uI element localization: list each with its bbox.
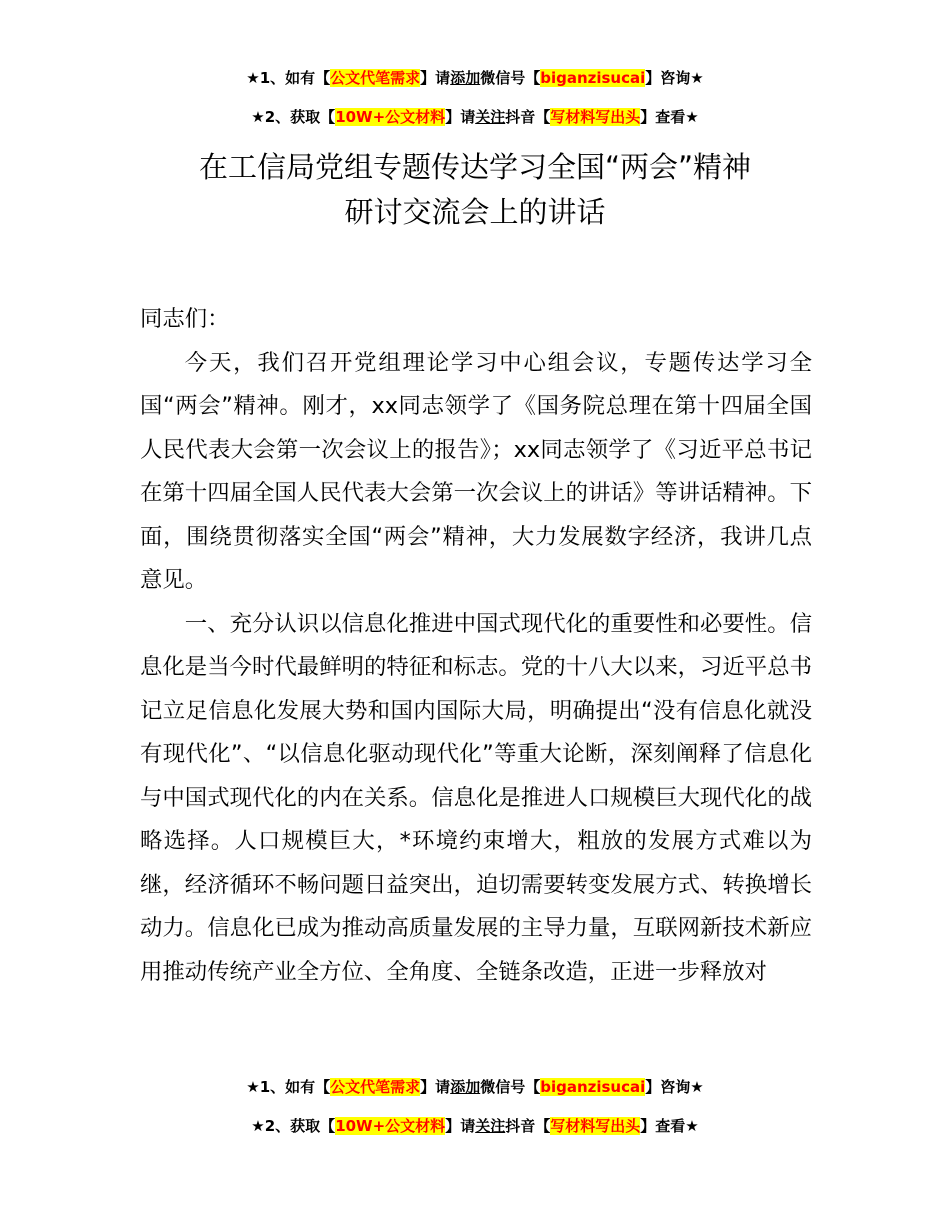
promo-underline: 添加: [450, 1078, 481, 1096]
promo-text: 抖音【: [505, 108, 551, 126]
promo-highlight: 公文代笔需求: [330, 69, 421, 87]
paragraph-intro: 今天，我们召开党组理论学习中心组会议，专题传达学习全国“两会”精神。刚才，xx同志领学了《国务院总理在第十四届全国人民代表大会第一次会议上的报告》；xx同志领学了《习近平总书记在第十四届全国人民代表大会第一次会议上的讲话》等讲话精神。下面，围绕贯彻落实全国“两会”精神，大力发展数字经济，我讲几点意见。: [140, 349, 812, 593]
promo-highlight: biganzisucai: [540, 1078, 646, 1096]
promo-text: 】咨询★: [645, 1078, 704, 1096]
promo-text: 】咨询★: [645, 69, 704, 87]
header-promo-line-2: [0, 106, 950, 128]
promo-highlight: 公文代笔需求: [330, 1078, 421, 1096]
promo-highlight: 写材料写出头: [550, 1117, 641, 1135]
promo-highlight: 10W+公文材料: [335, 108, 446, 126]
promo-text: ★2、获取【: [251, 1117, 336, 1135]
paragraph-section-one: 一、充分认识以信息化推进中国式现代化的重要性和必要性。信息化是当今时代最鲜明的特征和标志。党的十八大以来，习近平总书记立足信息化发展大势和国内国际大局，明确提出“没有信息化就没有现代化”、“以信息化驱动现代化”等重大论断，深刻阐释了信息化与中国式现代化的内在关系。信息化是推进人口规模巨大现代化的战略选择。人口规模巨大，*环境约束增大，粗放的发展方式难以为继，经济循环不畅问题日益突出，迫切需要转变发展方式、转换增长动力。信息化已成为推动高质量发展的主导力量，互联网新技术新应用推动传统产业全方位、全角度、全链条改造，正进一步释放对: [140, 610, 812, 985]
promo-underline: 关注: [475, 108, 506, 126]
promo-highlight: 10W+公文材料: [335, 1117, 446, 1135]
promo-underline: 关注: [475, 1117, 506, 1135]
promo-text: 】请: [445, 108, 476, 126]
salutation: 同志们：: [140, 306, 230, 332]
document-title-line-2: 研讨交流会上的讲话: [344, 195, 606, 229]
promo-text: ★1、如有【: [246, 69, 331, 87]
promo-text: 微信号【: [480, 1078, 541, 1096]
footer-promo-line-1: [0, 1076, 950, 1098]
document-title-line-1: 在工信局党组专题传达学习全国“两会”精神: [198, 150, 752, 184]
promo-text: 抖音【: [505, 1117, 551, 1135]
promo-text: 】请: [445, 1117, 476, 1135]
promo-text: 微信号【: [480, 69, 541, 87]
promo-text: 】查看★: [640, 1117, 699, 1135]
promo-highlight: 写材料写出头: [550, 108, 641, 126]
promo-text: ★1、如有【: [246, 1078, 331, 1096]
promo-text: 】请: [420, 69, 451, 87]
promo-text: 】查看★: [640, 108, 699, 126]
header-promo-line-1: [0, 67, 950, 89]
promo-highlight: biganzisucai: [540, 69, 646, 87]
promo-underline: 添加: [450, 69, 481, 87]
footer-promo-line-2: [0, 1115, 950, 1137]
promo-text: 】请: [420, 1078, 451, 1096]
promo-text: ★2、获取【: [251, 108, 336, 126]
document-body: [140, 298, 812, 994]
